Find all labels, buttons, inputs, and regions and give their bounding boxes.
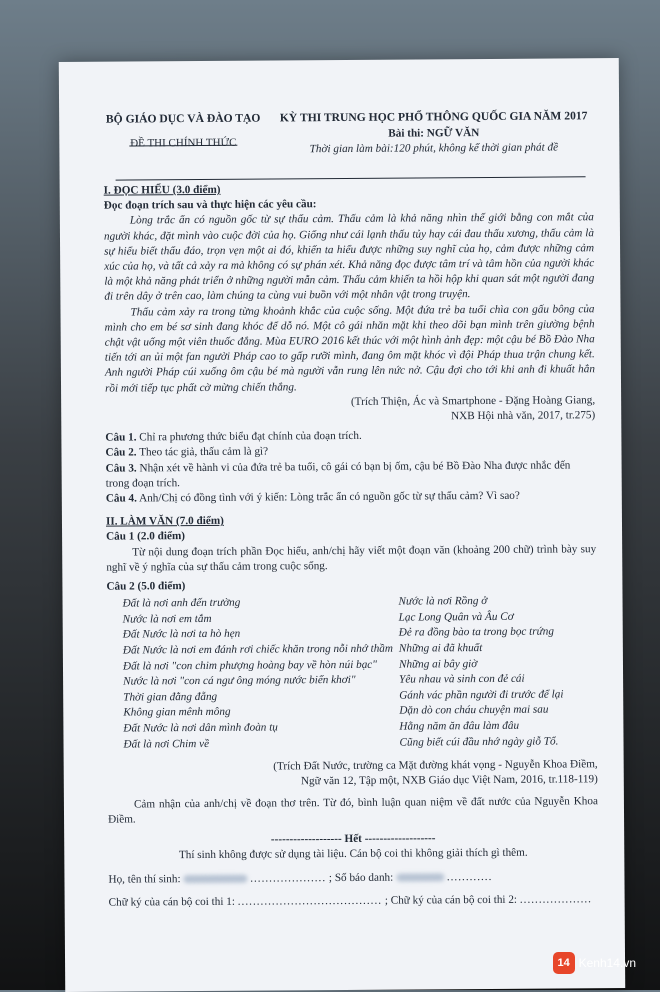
poem-line: Đất là nơi anh đến trường — [122, 596, 241, 610]
number-fill-line: ............ — [446, 870, 493, 883]
part1-title: I. ĐỌC HIỂU (3.0 điểm) — [103, 183, 221, 197]
question-label: Câu 2. — [105, 446, 137, 460]
question-text: Theo tác giả, thấu cảm là gì? — [139, 445, 269, 459]
exam-paper — [59, 58, 625, 992]
signature-line — [109, 892, 599, 911]
poem-line: Nước là nơi Rồng ở — [398, 595, 488, 608]
kenh14-logo-icon: 14 — [553, 952, 575, 974]
poem-line: Đất là nơi Chim về — [123, 737, 210, 751]
poem-line: Những ai đã khuất — [398, 642, 483, 655]
official-label: ĐỀ THI CHÍNH THỨC — [130, 136, 237, 150]
part1-instruction: Đọc đoạn trích sau và thực hiện các yêu cầu: — [103, 198, 317, 212]
poem-line: Dặn dò con cháu chuyện mai sau — [399, 704, 549, 718]
exam-header — [103, 108, 593, 179]
poem-line: Không gian mênh mông — [123, 706, 231, 719]
poem-line: Đất Nước là nơi em đánh rơi chiếc khăn trong nỗi nhớ thầm — [122, 642, 393, 657]
poem-line: Thời gian đằng đẵng — [123, 690, 218, 704]
poem-line: Yêu nhau và sinh con đẻ cái — [399, 672, 525, 686]
name-fill-line: .................... — [250, 871, 327, 885]
poem-line: Gánh vác phần người đi trước để lại — [399, 688, 564, 702]
question-label: Câu 3. — [105, 462, 137, 475]
poem-line: Những ai bây giờ — [398, 657, 478, 671]
redacted-number — [396, 873, 444, 881]
kenh14-watermark — [553, 952, 636, 974]
poem-line: Hằng năm ăn đâu làm đâu — [399, 719, 520, 733]
ministry-name: BỘ GIÁO DỤC VÀ ĐÀO TẠO — [105, 111, 261, 126]
exam-content — [103, 108, 599, 910]
exam-subject: Bài thi: NGỮ VĂN — [388, 127, 480, 140]
end-marker: ------------------- Hết ------------------- — [270, 832, 436, 846]
candidate-number-label: ; Số báo danh: — [328, 871, 394, 884]
poem-right-column — [398, 594, 563, 751]
signature-2-fill: ................... — [519, 892, 593, 906]
poem-line: Nước là nơi em tắm — [122, 612, 212, 626]
signature-2-label: ; Chữ ký của cán bộ coi thi 2: — [384, 893, 518, 907]
part1-questions — [105, 427, 596, 506]
question-item — [106, 458, 596, 492]
question-text: Nhận xét về hành vi của đứa trẻ ba tuổi, cô gái có bạn bị ốm, cậu bé Bồ Đào Nha được nhắc đến trong đoạn trích. — [105, 459, 571, 490]
poem-line: Nước là nơi "con cá ngư ông móng nước biển khơi" — [123, 674, 356, 688]
poem-source-line-1: (Trích Đất Nước, trường ca Mặt đường khát vọng - Nguyễn Khoa Điềm, — [273, 758, 598, 773]
poem-left-column — [122, 595, 393, 753]
poem-line: Đất Nước là nơi ta hò hẹn — [122, 628, 241, 642]
poem-source-line-2: Ngữ văn 12, Tập một, NXB Giáo dục Việt Nam, 2016, tr.118-119) — [300, 773, 598, 788]
part2-q1-title: Câu 1 (2.0 điểm) — [106, 530, 186, 544]
poem-line: Lạc Long Quân và Âu Cơ — [398, 610, 514, 624]
candidate-name-label: Họ, tên thí sinh: — [108, 872, 181, 886]
part2-q2-title: Câu 2 (5.0 điểm) — [106, 580, 186, 593]
exam-note: Thí sinh không được sử dụng tài liệu. Cán bộ coi thi không giải thích gì thêm. — [178, 847, 528, 862]
passage-paragraph-2: Thấu cảm xảy ra trong từng khoảnh khắc của cuộc sống. Một đứa trẻ ba tuổi chìa con gấu bông của mình cho em bé sơ sinh đang khóc để dỗ nó. Một cô gái nhăn mặt khi theo dõi bạn mình trên giường bệnh chật vật uống một viên thuốc đắng. Mùa EURO 2016 kết thúc với một hình ảnh đẹp: một cậu bé Bồ Đào Nha tiến tới an ủi một fan người Pháp cao to gấp rưỡi mình, đang ôm mặt khóc vì đội Pháp thua trận chung kết. Anh người Pháp cúi xuống ôm cậu bé mà người vẫn rung lên nức nở. Cậu đợi cho tới khi anh đi khuất hẳn rồi mới tiếp tục phất cờ mừng chiến thắng. — [104, 302, 595, 395]
part2-q2-text: Cảm nhận của anh/chị về đoạn thơ trên. Từ đó, bình luận quan niệm về đất nước của Nguyễn Khoa Điềm. — [108, 794, 598, 826]
question-text: Chỉ ra phương thức biểu đạt chính của đoạn trích. — [139, 430, 362, 444]
signature-1-fill: ...................................... — [237, 894, 383, 908]
poem — [106, 594, 597, 761]
redacted-name — [183, 875, 247, 883]
exam-name: KỲ THI TRUNG HỌC PHỔ THÔNG QUỐC GIA NĂM 2017 — [279, 109, 588, 125]
question-label: Câu 4. — [105, 492, 137, 505]
passage-source-line-2: NXB Hội nhà văn, 2017, tr.275) — [451, 409, 596, 423]
question-item — [106, 488, 596, 507]
question-text: Anh/Chị có đồng tình với ý kiến: Lòng trắc ẩn có nguồn gốc từ sự thấu cảm? Vì sao? — [139, 489, 520, 505]
passage-paragraph-1: Lòng trắc ẩn có nguồn gốc từ sự thấu cảm. Thấu cảm là khả năng nhìn thế giới bằng con mắt của người khác, đặt mình vào cuộc đời của họ. Giống như cái lạnh thấu tủy hay cái đau thấu xương, thấu cảm là sự hiểu biết thấu đáo, trọn vẹn một ai đó, khiến ta hiểu được những suy nghĩ của họ, cảm được những cảm xúc của họ, và tất cả xảy ra mà không có sự phán xét. Khả năng đọc được tâm trí và tâm hồn của người khác là một khả năng phát triển ở những người mẫn cảm. Thấu cảm khiến ta hồi hộp khi quan sát một người đang đi trên dây ở trên cao, làm chúng ta cùng vui buồn với một nhân vật trong truyện. — [103, 211, 595, 304]
kenh14-site-name: Kenh14.vn — [578, 956, 636, 970]
candidate-info-line — [108, 869, 598, 888]
question-label: Câu 1. — [105, 431, 137, 444]
signature-1-label: Chữ ký của cán bộ coi thi 1: — [108, 895, 235, 909]
poem-line: Đất Nước là nơi dân mình đoàn tụ — [123, 721, 278, 735]
part2-q1-text: Từ nội dung đoạn trích phần Đọc hiểu, anh/chị hãy viết một đoạn văn (khoảng 200 chữ) trình bày suy nghĩ về ý nghĩa của sự thấu cảm trong cuộc sống. — [106, 542, 597, 574]
header-right — [271, 108, 596, 158]
poem-line: Đất là nơi "con chim phượng hoàng bay về hòn núi bạc" — [122, 658, 377, 673]
part2-title: II. LÀM VĂN (7.0 điểm) — [105, 515, 224, 528]
passage-source-line-1: (Trích Thiện, Ác và Smartphone - Đặng Hoàng Giang, — [350, 394, 596, 408]
exam-time: Thời gian làm bài:120 phút, không kể thời gian phát đề — [309, 141, 559, 156]
poem-line: Cũng biết cúi đầu nhớ ngày giỗ Tổ. — [399, 735, 559, 749]
poem-line: Đẻ ra đồng bào ta trong bọc trứng — [398, 625, 554, 640]
